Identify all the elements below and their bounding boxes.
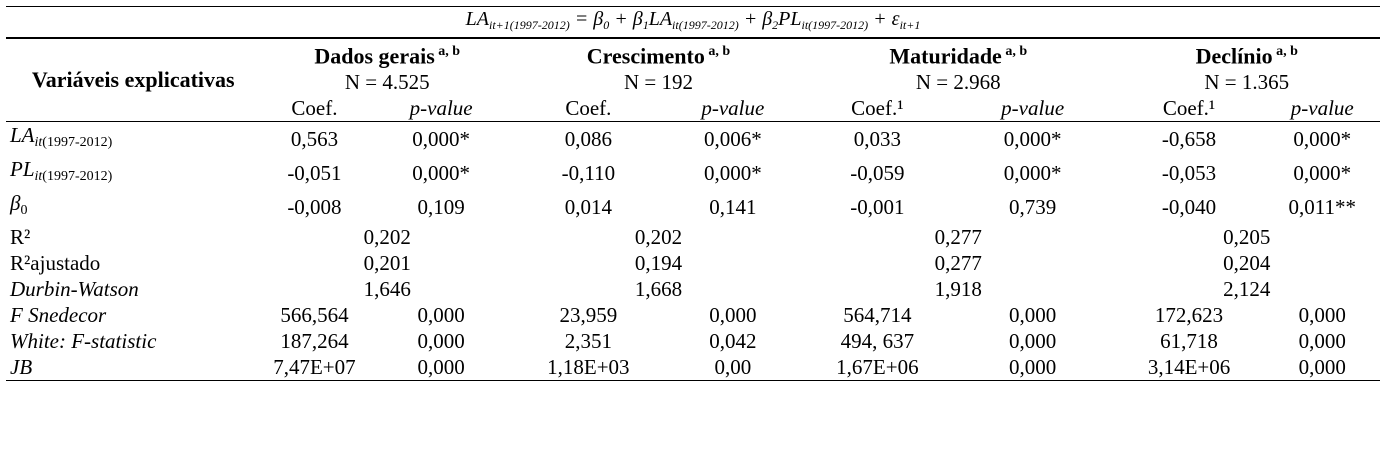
equation-row	[6, 7, 1380, 39]
group-header-crescimento	[514, 38, 803, 69]
row-label: R²ajustado	[10, 251, 101, 276]
eq-la-cur-sub: it(1997-2012)	[672, 18, 739, 32]
table-cell: 2,124	[1223, 277, 1271, 302]
variables-header: Variáveis explicativas	[6, 38, 261, 122]
table-row	[6, 354, 1380, 381]
table-cell: 0,739	[1009, 195, 1057, 220]
model-equation	[6, 7, 1380, 39]
n-crescimento: N = 192	[623, 70, 693, 95]
table-cell: 0,277	[934, 225, 982, 250]
table-cell: 7,47E+07	[261, 354, 369, 381]
eq-plus-beta2: + β	[738, 8, 773, 30]
regression-table-container	[6, 6, 1380, 381]
table-row	[6, 190, 1380, 224]
group-name-row	[6, 38, 1380, 69]
table-cell: 0,563	[290, 127, 339, 152]
table-cell: -0,051	[287, 161, 342, 186]
table-cell: 0,000	[1009, 329, 1057, 354]
table-cell: -0,110	[561, 161, 616, 186]
table-cell: 566,564	[280, 303, 349, 328]
group-name-maturidade: Maturidade	[889, 43, 1002, 69]
row-label	[6, 122, 261, 157]
table-cell: 0,000	[368, 354, 514, 381]
table-cell: 23,959	[559, 303, 618, 328]
table-cell: 0,205	[1223, 225, 1271, 250]
table-cell: 0,011**	[1288, 195, 1356, 220]
table-cell: -0,053	[1161, 161, 1217, 186]
table-cell: -0,040	[1161, 195, 1217, 220]
table-cell: 187,264	[280, 329, 349, 354]
row-label	[6, 156, 261, 190]
row-label: F Snedecor	[10, 303, 107, 328]
pvalue-header: p-value	[1265, 95, 1380, 122]
table-cell: 0,141	[709, 195, 757, 220]
table-cell: 0,277	[934, 251, 982, 276]
n-declinio: N = 1.365	[1204, 70, 1290, 95]
eq-b0-sub: 0	[603, 18, 610, 32]
group-name-dados-gerais: Dados gerais	[314, 43, 435, 69]
coef-header: Coef.	[514, 95, 663, 122]
group-header-maturidade	[803, 38, 1114, 69]
table-cell: 0,000*	[1003, 161, 1062, 186]
table-cell: 0,000*	[1293, 161, 1352, 186]
group-sup-crescimento: a, b	[704, 44, 731, 59]
table-cell: 0,194	[634, 251, 683, 276]
table-cell: 0,000	[1298, 303, 1346, 328]
row-label-main: LA	[10, 123, 35, 148]
table-cell: 0,000*	[412, 161, 471, 186]
table-cell: 0,006*	[703, 127, 762, 152]
pvalue-header: p-value	[663, 95, 803, 122]
coef-header: Coef.¹	[1114, 95, 1265, 122]
table-cell: 0,000*	[1293, 127, 1352, 152]
table-cell: 0,204	[1223, 251, 1271, 276]
table-cell: 0,000*	[1003, 127, 1062, 152]
row-label-sub: it(1997-2012)	[34, 135, 113, 151]
row-label	[6, 328, 261, 354]
eq-pl-cur: PL	[778, 8, 802, 30]
table-cell: 1,668	[634, 277, 683, 302]
table-cell: 0,00	[663, 354, 803, 381]
coef-header: Coef.¹	[803, 95, 952, 122]
row-label: Durbin-Watson	[10, 277, 139, 302]
eq-la-next-sub: it+1(1997-2012)	[489, 18, 570, 32]
table-row	[6, 156, 1380, 190]
table-row	[6, 250, 1380, 276]
table-cell: 0,000	[417, 329, 465, 354]
table-cell: 0,000	[1265, 354, 1380, 381]
eq-b2-sub: 2	[772, 18, 779, 32]
eq-la-next: LA	[465, 8, 489, 30]
group-sup-dados-gerais: a, b	[434, 44, 461, 59]
table-cell: 564,714	[843, 303, 912, 328]
table-cell: 0,000*	[412, 127, 471, 152]
eq-eps-sub: it+1	[899, 18, 921, 32]
table-cell: 0,109	[417, 195, 465, 220]
eq-plus-epsilon: + ε	[868, 8, 900, 30]
table-cell: 172,623	[1154, 303, 1224, 328]
row-label	[6, 190, 261, 224]
table-cell: 1,67E+06	[803, 354, 952, 381]
table-cell: 0,000	[709, 303, 757, 328]
group-sup-declinio: a, b	[1272, 44, 1298, 59]
eq-pl-cur-sub: it(1997-2012)	[801, 18, 869, 32]
n-dados-gerais: N = 4.525	[344, 70, 430, 95]
table-cell: 1,646	[363, 277, 411, 302]
group-name-crescimento: Crescimento	[586, 43, 705, 69]
table-row	[6, 224, 1380, 250]
n-maturidade: N = 2.968	[915, 70, 1001, 95]
table-row	[6, 276, 1380, 302]
group-name-declinio: Declínio	[1195, 43, 1273, 69]
table-cell: 0,000	[952, 354, 1114, 381]
table-cell: 0,201	[363, 251, 411, 276]
table-cell: 0,202	[363, 225, 411, 250]
table-cell: 0,202	[634, 225, 683, 250]
regression-results-table	[6, 6, 1380, 381]
row-label-main: PL	[10, 157, 35, 182]
table-cell: 3,14E+06	[1114, 354, 1265, 381]
row-label: JB	[6, 354, 261, 381]
table-cell: -0,658	[1161, 127, 1217, 152]
coef-header: Coef.	[261, 95, 369, 122]
table-cell: 0,042	[709, 329, 757, 354]
eq-equals-beta: = β	[569, 8, 604, 30]
table-cell: 61,718	[1160, 329, 1218, 354]
table-cell: 1,918	[934, 277, 982, 302]
table-cell: 0,086	[564, 127, 612, 152]
row-label-sub: it(1997-2012)	[34, 169, 113, 185]
row-label-sub: 0	[20, 203, 28, 219]
eq-plus-beta1: + β	[609, 8, 643, 30]
table-cell: 0,033	[853, 127, 901, 152]
table-cell: 0,000	[1298, 329, 1346, 354]
table-row	[6, 328, 1380, 354]
pvalue-header: p-value	[952, 95, 1114, 122]
table-row	[6, 122, 1380, 157]
table-cell: -0,001	[850, 195, 905, 220]
table-row	[6, 302, 1380, 328]
pvalue-header: p-value	[368, 95, 514, 122]
table-cell: 494, 637	[840, 329, 915, 354]
table-cell: -0,008	[287, 195, 342, 220]
row-label: R²	[10, 225, 31, 250]
row-label-main: β	[10, 191, 21, 216]
table-cell: 0,000*	[703, 161, 762, 186]
table-cell: 1,18E+03	[514, 354, 663, 381]
row-label-main: White	[10, 329, 59, 354]
table-cell: 0,000	[417, 303, 465, 328]
eq-la-cur: LA	[648, 8, 673, 30]
table-cell: 2,351	[564, 329, 612, 354]
table-cell: 0,014	[564, 195, 612, 220]
group-header-declinio	[1114, 38, 1380, 69]
row-label-rest: : F-statistic	[58, 329, 157, 354]
group-header-dados-gerais	[261, 38, 514, 69]
table-cell: 0,000	[1009, 303, 1057, 328]
eq-b1-sub: 1	[642, 18, 649, 32]
group-sup-maturidade: a, b	[1001, 44, 1028, 59]
table-cell: -0,059	[850, 161, 905, 186]
